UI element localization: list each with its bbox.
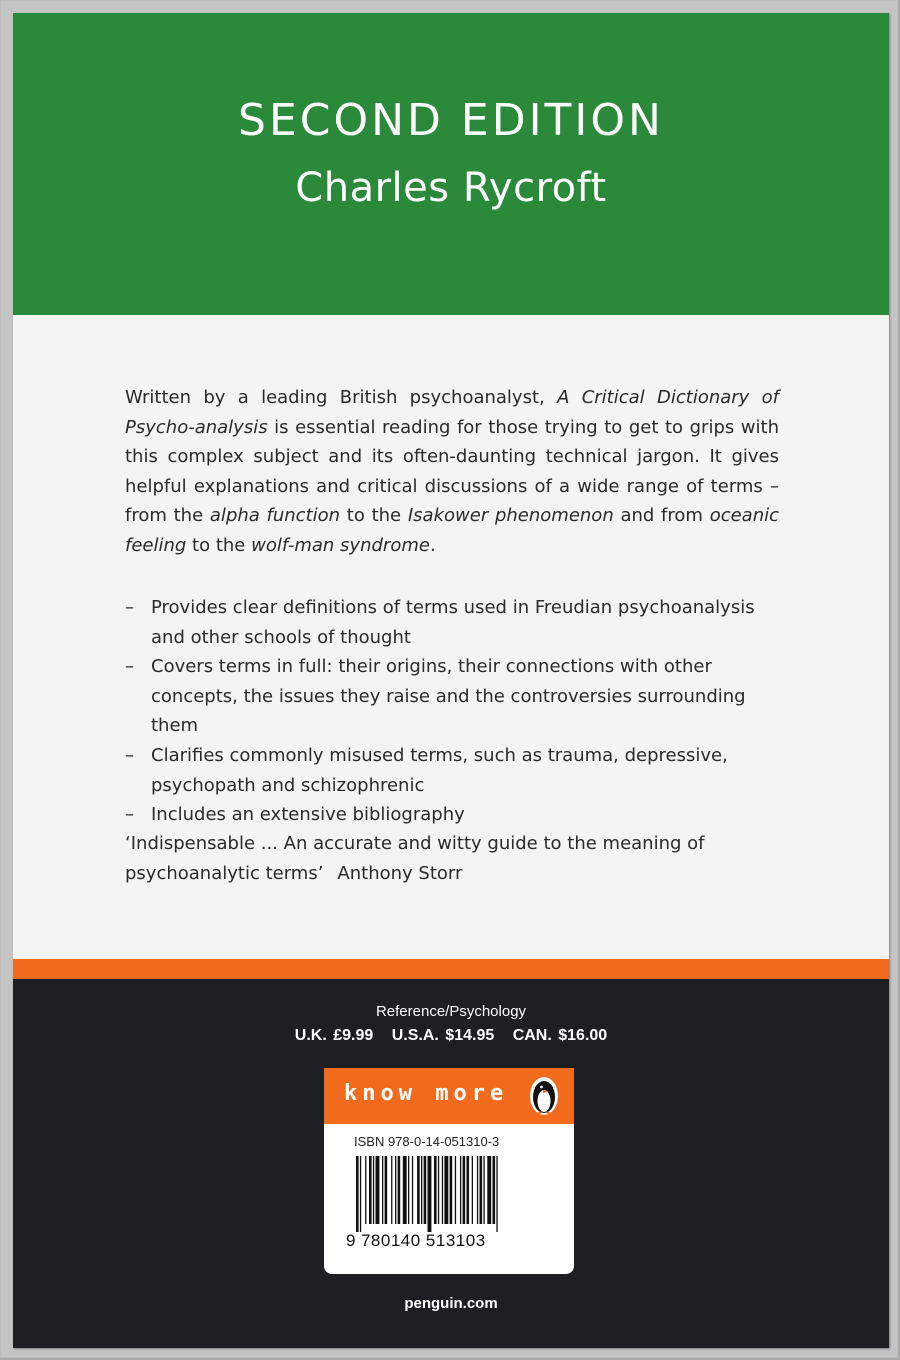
barcode-bar [428,1156,432,1232]
barcode-bar [463,1156,466,1224]
bullet-dash: – [125,597,134,618]
barcode-bar [421,1156,422,1224]
list-item-text: Includes an extensive bibliography [151,804,465,826]
publisher-band [13,979,889,1348]
list-item-text: Provides clear definitions of terms used in Freudian psychoanalysis and other schools of thought [151,597,755,648]
term-isakower: Isakower phenomenon [407,505,614,527]
barcode-bar [373,1156,374,1224]
barcode-bar [455,1156,456,1224]
book-back-cover [13,13,889,1348]
barcode-bar [438,1156,439,1224]
penguin-icon [528,1076,560,1116]
list-item-text: Covers terms in full: their origins, their connections with other concepts, the issues they raise and the controversies surrounding them [151,656,746,737]
barcode-panel [324,1124,574,1274]
barcode-bar [360,1156,361,1232]
quote-text: ‘Indispensable ... An accurate and witty guide to the meaning of psychoanalytic terms’ [125,833,705,884]
list-item [125,741,779,800]
list-item [125,593,779,652]
price-can: CAN. $16.00 [512,1027,608,1044]
publisher-website: penguin.com [404,1295,498,1312]
bullet-dash: – [125,804,134,826]
barcode-bar [450,1156,453,1224]
term-wolf-man: wolf-man syndrome [251,534,430,556]
blurb-text: Written by a leading British psychoanalyst, [125,387,558,408]
barcode-bar [442,1156,443,1224]
know-more-banner [324,1068,574,1124]
feature-list [125,593,779,830]
term-alpha-function: alpha function [209,505,341,527]
price-uk: U.K. £9.99 [294,1027,374,1044]
barcode-bar [467,1156,470,1224]
barcode-bar [417,1156,420,1224]
book-title: A Critical Dictionary of Psycho-analysis [125,387,779,438]
author-name: Charles Rycroft [295,165,607,211]
title-band [13,13,889,315]
edition-label: SECOND EDITION [238,95,664,146]
blurb-paragraph [125,383,779,561]
bullet-dash: – [125,656,134,678]
barcode-bar [385,1156,388,1224]
term-oceanic-feeling: oceanic feeling [125,505,780,556]
price-usa: U.S.A. $14.95 [391,1027,495,1044]
barcode-bar [472,1156,473,1224]
barcode-bar [477,1156,478,1224]
barcode-bar [356,1156,359,1232]
barcode-bar [398,1156,401,1224]
barcode-bar [493,1156,496,1224]
price-line [13,1027,889,1045]
barcode-bar [382,1156,383,1224]
list-item [125,800,779,830]
quote-attribution: Anthony Storr [337,862,463,884]
list-item-text: Clarifies commonly misused terms, such as trauma, depressive, psychopath and schizophrenic [151,744,728,796]
orange-stripe [13,959,889,979]
barcode-first-digit: 9 [346,1231,356,1250]
barcode-bar [460,1156,461,1224]
barcode-bar [391,1156,392,1224]
barcode-bar [403,1156,407,1224]
barcode-icon [356,1156,546,1232]
barcode-bar [395,1156,396,1224]
bullet-dash: – [125,744,134,766]
blurb-text: is essential reading for those trying to get to grips with this complex subject and its often-daunting technical jargon. It gives helpful explanations and critical discussions of a wide range of terms – from the [125,416,779,527]
barcode-bar [496,1156,497,1232]
category-label: Reference/Psychology [375,1003,527,1020]
review-quote [125,829,779,888]
barcode-bar [487,1156,491,1224]
barcode-number: 780140 513103 [360,1231,486,1250]
blurb-text: to the [340,505,408,527]
barcode-bar [376,1156,380,1224]
blurb-text: and from [613,505,710,527]
blurb-text: to the [186,534,252,556]
barcode-bar [424,1156,427,1224]
isbn-number: ISBN 978-0-14-051310-3 [354,1134,500,1149]
know-more-label: know more [344,1081,509,1106]
barcode-bar [369,1156,372,1224]
barcode-bar [434,1156,437,1224]
barcode-bar [412,1156,413,1224]
barcode-digits [346,1231,486,1251]
blurb-text: . [429,534,436,556]
list-item [125,652,779,741]
barcode-bar [444,1156,448,1224]
barcode-bar [480,1156,483,1224]
barcode-bar [365,1156,366,1224]
barcode-bar [483,1156,484,1224]
barcode-bar [408,1156,409,1224]
